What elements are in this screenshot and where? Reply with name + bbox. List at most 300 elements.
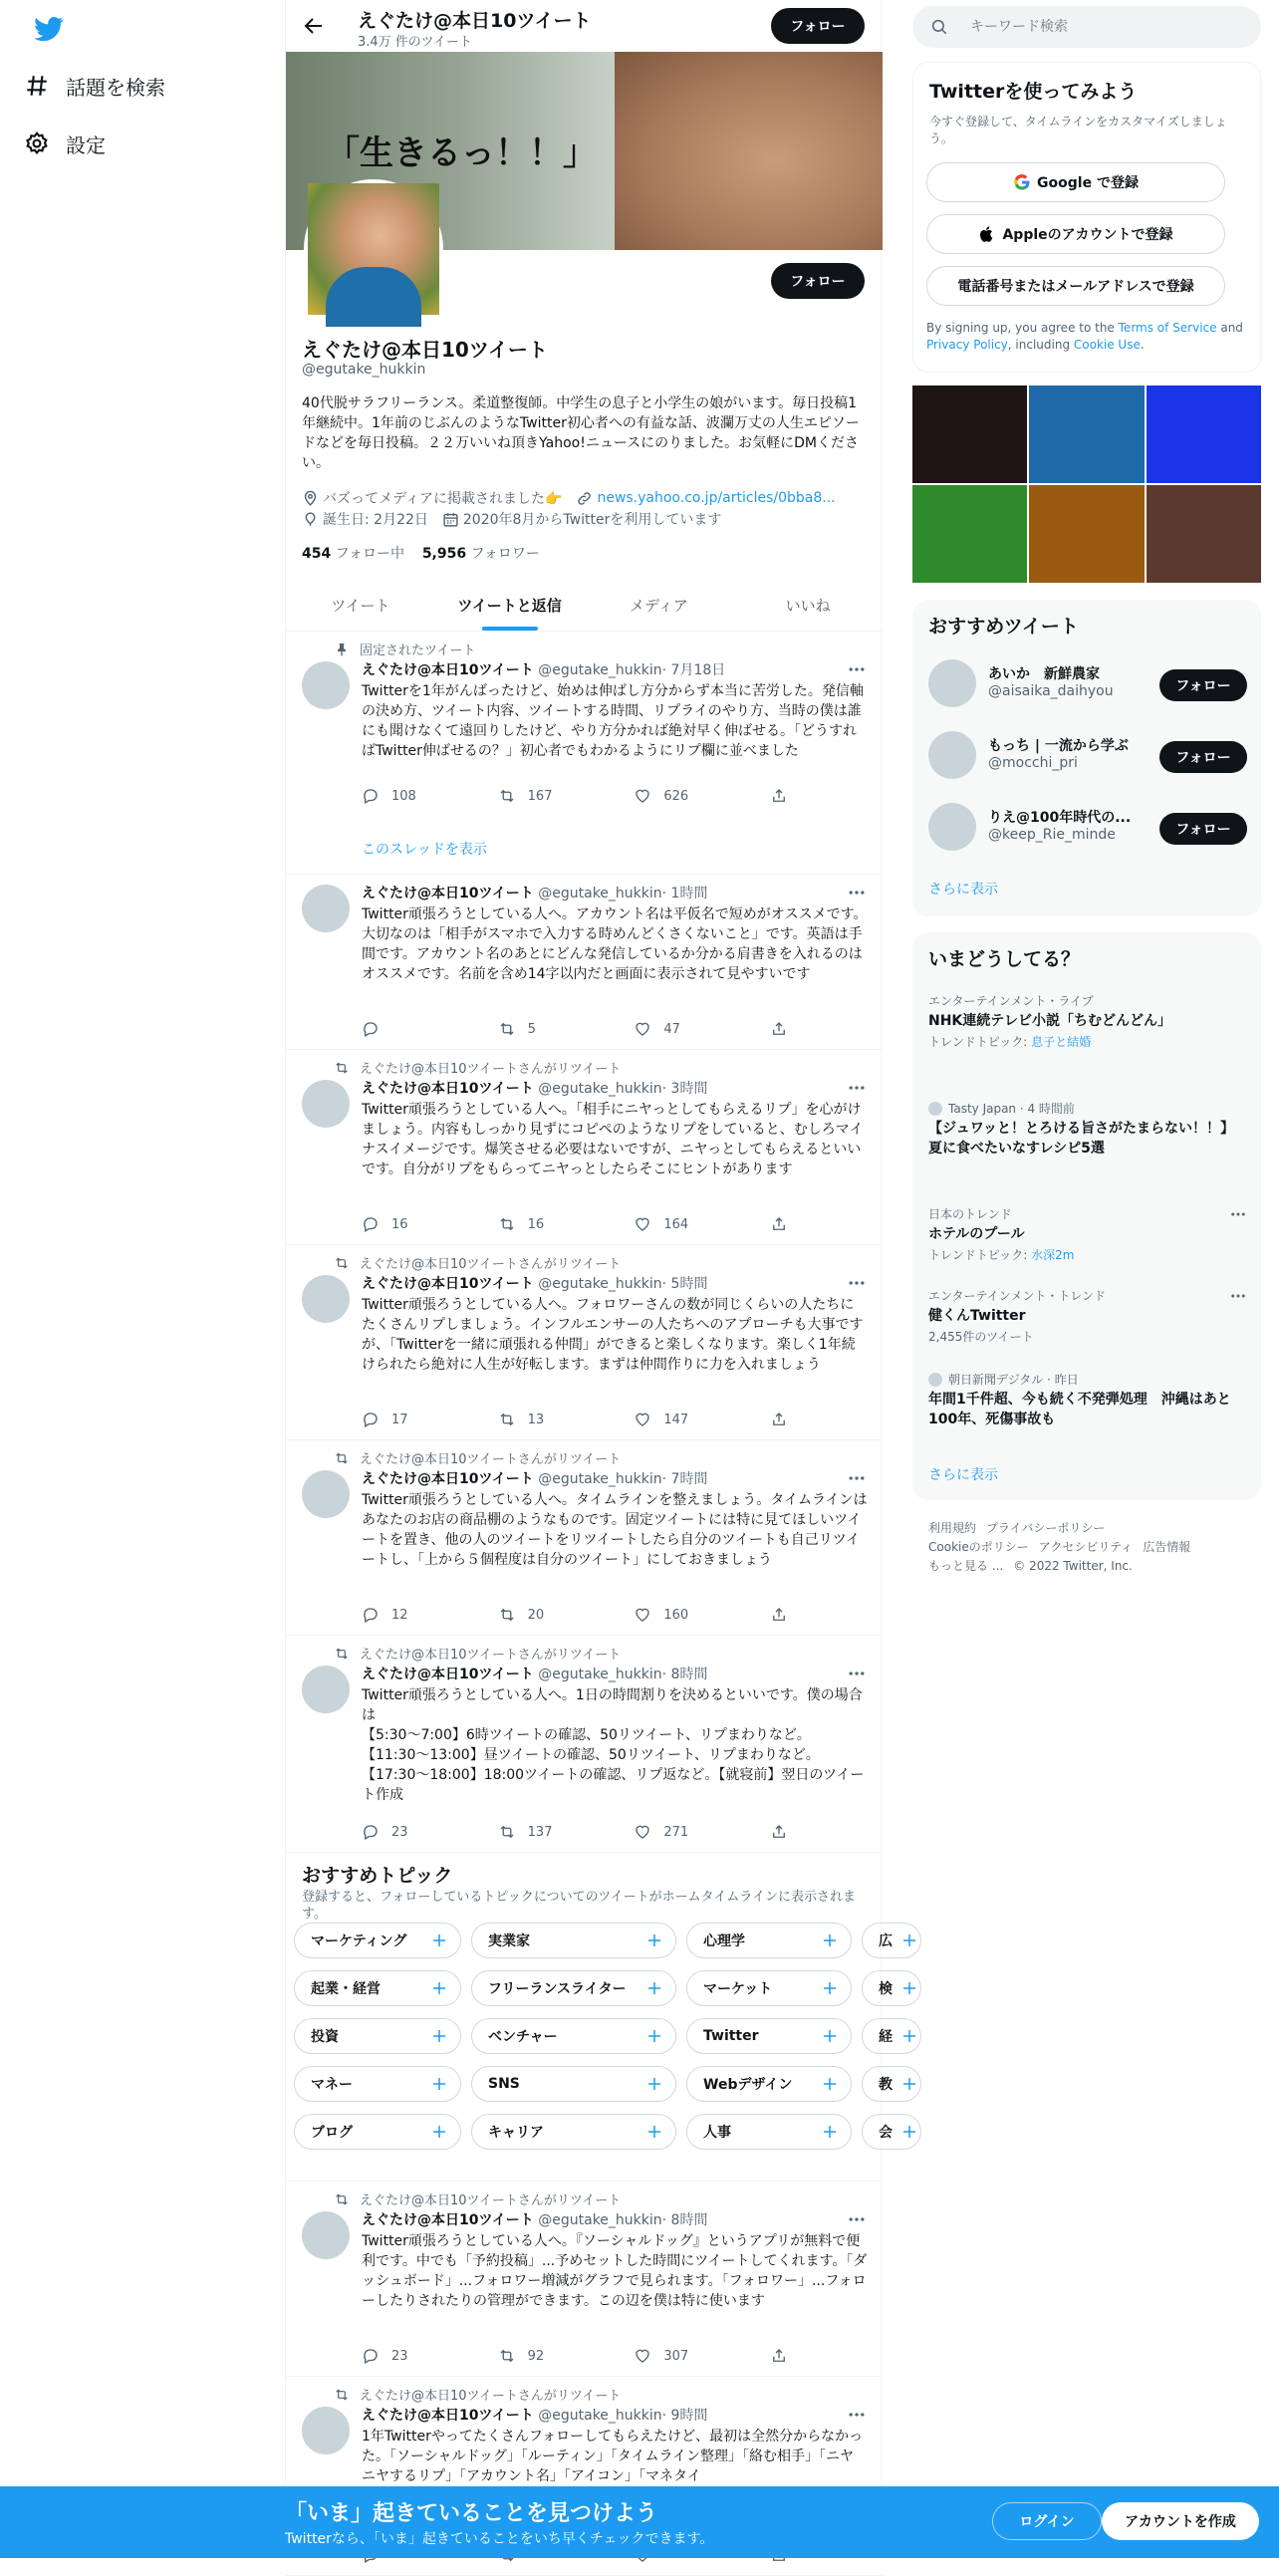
trends-title: いまどうしてる？ [928,948,1081,970]
recommended-user-name: もっち | 一流から学ぶ [988,738,1129,754]
search-bar[interactable] [912,6,1261,48]
gear-icon [24,130,50,156]
plus-icon [645,2075,663,2093]
media-thumb[interactable] [1029,485,1144,583]
hashtag-icon [24,73,50,99]
more-dots-icon[interactable] [1229,1205,1247,1223]
tweet-author-handle: @egutake_hukkin [538,886,662,902]
heart-icon [634,787,651,805]
topbar-tweet-count: 3.4万 件のツイート [358,35,472,50]
tweet[interactable] [286,1050,883,1245]
avatar[interactable] [302,1275,350,1323]
retweet-small-icon [334,1255,350,1271]
topic-chip-label: 会 [879,2125,893,2141]
recommended-user-handle: @aisaika_daihyou [988,683,1114,699]
show-thread-link[interactable]: このスレッドを表示 [362,842,487,858]
plus-icon [645,1932,663,1949]
topic-chip[interactable] [686,1970,852,2006]
topic-chip-label: 投資 [311,2029,339,2045]
followers-link[interactable]: 5,956 フォロワー [421,546,540,562]
like-count: 164 [663,1216,689,1232]
like-count: 147 [663,1412,689,1427]
avatar[interactable] [302,1080,350,1128]
tweet-author-handle: @egutake_hukkin [538,662,662,678]
tweet-author-name: えぐたけ@本日10ツイート [362,1667,534,1682]
tweet-author-name: えぐたけ@本日10ツイート [362,1276,534,1292]
topic-chip[interactable] [686,2066,852,2102]
retweet-icon [498,1020,516,1038]
topics-subtitle: 登録すると、フォローしているトピックについてのツイートがホームタイムラインに表示されます。 [302,1890,857,1922]
nav-settings[interactable] [24,124,106,163]
topic-chip[interactable] [686,2018,852,2054]
more-dots-icon[interactable] [847,1078,867,1098]
topic-chip-label: ブログ [311,2125,353,2141]
avatar[interactable] [302,661,350,709]
reply-count: 12 [391,1607,408,1623]
tab-tweets[interactable]: ツイート [331,597,390,615]
retweet-button[interactable] [498,1020,588,1038]
plus-icon [821,1932,839,1949]
search-icon [930,18,948,36]
tab-tweets-replies[interactable]: ツイートと返信 [435,580,585,631]
plus-icon [430,2123,448,2141]
like-button[interactable] [634,2347,723,2365]
topbar-follow-button[interactable]: フォロー [771,8,865,44]
banner-slogan: 「生きるっ！！」 [326,133,597,173]
tweet-text: Twitter頑張ろうとしている人へ。フォロワーさんの数が同じくらいの人たちにたくさんリプしましょう。インフルエンサーの人たちへのアプローチも大事ですが、「Twitterを一緒に頑張れる仲間」ができると楽しくなります。楽しく1年続けられたら絶対に人生が好転します。まずは仲間作りに力を入れましょう [362,1297,864,1373]
profile-name: えぐたけ@本日10ツイート [302,338,548,362]
topic-chip-label: 実業家 [488,1933,530,1949]
reply-button[interactable] [362,1411,451,1428]
share-button[interactable] [770,787,790,805]
retweet-icon [498,2347,516,2365]
tweet-text: Twitter頑張ろうとしている人へ。1日の時間割りを決めるといいです。僕の場合は 【5:30〜7:00】6時ツイートの確認、50リツイート、リプまわりなど。 【11:30〜13:00】昼ツイートの確認、50リツイート、リプまわりなど。 【17:30〜18:00】18:00ツイートの確認、リプ返など。【就寝前】翌日のツイート作成 [362,1687,865,1803]
more-dots-icon[interactable] [847,1468,867,1488]
share-button[interactable] [770,2347,790,2365]
like-count: 307 [663,2348,689,2364]
like-button[interactable] [634,1823,723,1841]
follow-button[interactable]: フォロー [1159,813,1247,845]
profile-avatar[interactable] [304,179,443,319]
bottom-bar-title: 「いま」起きていることを見つけよう [285,2501,658,2526]
recommended-show-more[interactable]: さらに表示 [928,882,998,898]
reply-count: 108 [391,788,416,804]
profile-meta-row-1 [302,488,836,508]
plus-icon [645,2027,663,2045]
signup-bottom-bar [0,2486,1279,2558]
topic-chip[interactable] [862,2066,921,2102]
recommended-user-name: りえ@100年時代の... [988,810,1132,826]
topic-chip[interactable] [294,2114,461,2150]
reply-count: 17 [391,1412,408,1427]
tweet-author-name: えぐたけ@本日10ツイート [362,662,534,678]
apple-signup-label: Appleのアカウントで登録 [1002,227,1173,243]
tweet-actions [362,1020,790,1038]
tweet-header [362,1664,707,1683]
tweet-author-handle: @egutake_hukkin [538,1081,662,1097]
retweet-small-icon [334,1646,350,1662]
topic-chip[interactable] [294,1970,461,2006]
heart-icon [634,2347,651,2365]
apple-signup-button[interactable] [926,214,1225,254]
tab-media[interactable]: メディア [629,597,688,615]
trend-item[interactable]: 日本のトレンド ホテルのプール トレンドトピック: 水深2m [928,1205,1247,1263]
trend-item[interactable]: エンターテインメント・ライブ NHK連続テレビ小説「ちむどんどん」 トレンドトピック: 息子と結婚 [928,994,1172,1049]
retweet-count: 137 [527,1824,553,1840]
plus-icon [900,1979,918,1997]
avatar[interactable] [302,1470,350,1518]
profile-meta-row-2 [302,509,721,529]
recommended-user[interactable] [928,799,1247,855]
plus-icon [430,1932,448,1949]
topic-chip[interactable] [471,2114,676,2150]
avatar [928,1102,942,1116]
profile-tabs [286,580,883,632]
tweet-time: · 3時間 [661,1081,708,1097]
trend-item[interactable]: 朝日新聞デジタル · 昨日 年間1千件超、今も続く不発弾処理 沖縄はあと100年、死傷事故も [928,1373,1231,1427]
topic-chip[interactable] [862,2114,921,2150]
tweet-author-handle: @egutake_hukkin [538,2408,662,2424]
apple-icon [978,225,996,243]
reply-icon [362,1215,380,1233]
tweet-author-handle: @egutake_hukkin [538,1471,662,1487]
topic-chip[interactable] [471,2066,676,2102]
reply-icon [362,2347,380,2365]
topic-chip[interactable] [471,1970,676,2006]
footer-link[interactable]: 広告情報 [1143,1540,1191,1554]
phone-email-signup-button[interactable]: 電話番号またはメールアドレスで登録 [926,266,1225,306]
more-dots-icon[interactable] [1229,1287,1247,1305]
nav-explore-label: 話題を検索 [66,75,165,100]
follow-button[interactable]: フォロー [1159,741,1247,773]
media-thumb[interactable] [1029,386,1144,483]
media-thumb[interactable] [1147,386,1261,483]
retweet-count: 167 [527,788,553,804]
reply-count: 23 [391,2348,408,2364]
tweet[interactable] [286,2182,883,2377]
tweet-author-name: えぐたけ@本日10ツイート [362,1471,534,1487]
retweet-small-icon [334,2191,350,2207]
tweet-header [362,1273,707,1293]
topic-chip[interactable] [862,2018,921,2054]
heart-icon [634,1020,651,1038]
reply-button[interactable] [362,1215,451,1233]
like-count: 160 [663,1607,689,1623]
copyright: © 2022 Twitter, Inc. [1013,1559,1133,1573]
recommended-user[interactable] [928,727,1247,783]
topic-chip[interactable] [686,2114,852,2150]
footer-link[interactable]: プライバシーポリシー [986,1521,1106,1535]
profile-handle: @egutake_hukkin [302,362,426,378]
tweet-time: · 8時間 [661,2212,708,2228]
retweet-icon [498,1215,516,1233]
like-button[interactable] [634,1215,723,1233]
profile-url-link[interactable]: news.yahoo.co.jp/articles/0bba8... [597,490,836,506]
cookie-link[interactable]: Cookie Use [1073,338,1141,352]
privacy-link[interactable]: Privacy Policy [926,338,1008,352]
share-button[interactable] [770,1606,790,1624]
tweet-author-handle: @egutake_hukkin [538,1276,662,1292]
trends-card [912,932,1261,1500]
back-arrow-icon[interactable] [302,14,326,38]
footer-link[interactable]: Cookieのポリシー [928,1540,1029,1554]
like-count: 271 [663,1824,689,1840]
retweet-button[interactable] [498,2347,588,2365]
profile-bio: 40代脱サラフリーランス。柔道整復師。中学生の息子と小学生の娘がいます。毎日投稿1年継続中。1年前のじぶんのようなTwitter初心者への有益な話、波瀾万丈の人生エピソードなどを毎日投稿。２２万いいね頂きYahoo!ニュースにのりました。お気軽にDMください。 [302,395,860,471]
tab-likes[interactable]: いいね [785,597,831,615]
share-button[interactable] [770,1823,790,1841]
more-dots-icon[interactable] [847,2209,867,2229]
signup-card [912,62,1261,373]
main-column [285,0,893,2558]
nav-explore[interactable] [24,66,165,106]
plus-icon [430,2027,448,2045]
pin-icon [334,642,350,657]
topic-chip-label: ベンチャー [488,2029,558,2045]
topic-chip-label: Webデザイン [703,2077,793,2093]
retweet-button[interactable] [498,1606,588,1624]
more-dots-icon[interactable] [847,1273,867,1293]
topic-chip[interactable] [686,1923,852,1958]
avatar[interactable] [302,1666,350,1713]
topic-chip[interactable] [471,1923,676,1958]
bottom-bar-subtitle: Twitterなら、「いま」起きていることをいち早くチェックできます。 [285,2531,714,2547]
tweet[interactable] [286,1440,883,1636]
share-icon [770,1215,788,1233]
plus-icon [645,2123,663,2141]
footer-links [928,1519,1247,1576]
tweet-time: · 8時間 [661,1667,708,1682]
plus-icon [821,2123,839,2141]
trend-item[interactable]: エンターテインメント・トレンド 健くんTwitter 2,455件のツイート [928,1287,1247,1345]
retweet-button[interactable] [498,1215,588,1233]
recommended-title: おすすめツイート [928,616,1079,638]
topic-chip-label: 経 [879,2029,893,2045]
signup-subtitle: 今すぐ登録して、タイムラインをカスタマイズしましょう。 [929,115,1227,145]
topic-chip-label: 教 [879,2077,893,2093]
reply-icon [362,1020,380,1038]
profile-birthday: 誕生日: 2月22日 [323,512,428,528]
recommended-user-name: あいか 新鮮農家 [988,666,1100,682]
create-account-button[interactable]: アカウントを作成 [1102,2502,1259,2540]
tweet-header [362,1078,707,1098]
topbar-title: えぐたけ@本日10ツイート [358,10,592,32]
like-button[interactable] [634,1606,723,1624]
profile-follow-button[interactable]: フォロー [771,263,865,299]
topic-chip-label: 広 [879,1933,893,1949]
tweet-actions [362,1606,790,1624]
tweet-author-handle: @egutake_hukkin [538,2212,662,2228]
tweet[interactable] [286,1636,883,1853]
tweet-actions [362,2347,790,2365]
avatar[interactable] [302,2211,350,2259]
like-button[interactable] [634,1411,723,1428]
plus-icon [821,2027,839,2045]
topic-chip-label: SNS [488,2076,520,2092]
google-icon [1013,173,1031,191]
retweet-indicator: えぐたけ@本日10ツイートさんがリツイート [334,1253,621,1272]
recommended-topics [286,1855,893,2182]
topic-chip[interactable] [294,2066,461,2102]
reply-icon [362,1411,380,1428]
search-input[interactable] [970,19,1229,35]
avatar [928,659,976,707]
tweet-header [362,2405,707,2425]
login-button[interactable]: ログイン [992,2502,1102,2540]
tweet-author-name: えぐたけ@本日10ツイート [362,1081,534,1097]
tweet-author-name: えぐたけ@本日10ツイート [362,886,534,902]
share-icon [770,1823,788,1841]
avatar [928,731,976,779]
heart-icon [634,1215,651,1233]
plus-icon [900,2075,918,2093]
tweet-text: Twitterを1年がんばったけど、始めは伸ばし方分からず本当に苦労した。発信軸の決め方、ツイート内容、ツイートする時間、リプライのやり方、当時の僕は誰にも聞けなくて遠回りしたけど、やり方分かれば絶対早く伸ばせる。「どうすればTwitter伸ばせるの？」初心者でもわかるようにリプ欄に並べました [362,683,864,759]
reply-button[interactable] [362,2347,451,2365]
more-dots-icon[interactable] [847,883,867,902]
tweet-text: Twitter頑張ろうとしている人へ。『ソーシャルドッグ』というアプリが無料で便利です。中でも「予約投稿」...予めセットした時間にツイートしてくれます。「ダッシュボード」...フォロワー増減がグラフで見られます。「フォロワー」...フォローしたりされたりの管理ができます。この辺を僕は特に使います [362,2233,868,2309]
share-icon [770,1606,788,1624]
trends-show-more[interactable]: さらに表示 [928,1467,998,1483]
topic-chip-label: キャリア [488,2125,544,2141]
retweet-button[interactable] [498,1823,588,1841]
terms-link[interactable]: Terms of Service [1118,321,1217,335]
retweet-small-icon [334,1060,350,1076]
footer-link[interactable]: 利用規約 [928,1521,977,1535]
topic-chip-label: マネー [311,2077,353,2093]
calendar-icon [442,511,459,528]
retweet-count: 5 [527,1021,536,1037]
reply-button[interactable] [362,787,451,805]
topic-chip-label: 起業・経営 [311,1981,381,1997]
profile-joined: 2020年8月からTwitterを利用しています [462,512,722,528]
share-button[interactable] [770,1020,790,1038]
retweet-indicator: えぐたけ@本日10ツイートさんがリツイート [334,1058,621,1077]
tweet-time: · 9時間 [661,2408,708,2424]
google-signup-button[interactable] [926,162,1225,202]
retweet-indicator: えぐたけ@本日10ツイートさんがリツイート [334,1448,621,1467]
topic-chip-label: 心理学 [703,1933,745,1949]
profile-topbar [286,0,881,52]
tweet-text: 1年Twitterやってたくさんフォローしてもらえたけど、最初は全然分からなかった。「ソーシャルドッグ」「ルーティン」「タイムライン整理」「絡む相手」「ニヤニヤするリプ」「アカウント名」「アイコン」「マネタイ [362,2429,864,2484]
retweet-icon [498,1411,516,1428]
media-thumb[interactable] [912,485,1027,583]
twitter-logo-icon[interactable] [34,14,64,44]
tweet-time: · 1時間 [661,886,708,902]
media-thumb[interactable] [912,386,1027,483]
topic-chip-label: 人事 [703,2125,731,2141]
reply-button[interactable] [362,1606,451,1624]
share-button[interactable] [770,1215,790,1233]
retweet-icon [498,787,516,805]
recommended-user[interactable] [928,655,1247,711]
recommended-tweets-card [912,600,1261,916]
tweet-actions [362,1411,790,1428]
more-dots-icon[interactable] [847,2405,867,2425]
topic-row [294,1923,931,1958]
media-grid [912,386,1261,583]
tweet-header [362,659,725,679]
signup-title: Twitterを使ってみよう [929,81,1138,103]
plus-icon [900,2027,918,2045]
topic-chip[interactable] [862,1970,921,2006]
retweet-small-icon [334,1450,350,1466]
recommended-user-handle: @keep_Rie_minde [988,827,1116,843]
following-link[interactable]: 454 フォロー中 [302,546,404,562]
plus-icon [645,1979,663,1997]
media-thumb[interactable] [1147,485,1261,583]
topic-row [294,2018,931,2054]
trend-item[interactable]: Tasty Japan · 4 時間前 【ジュワッと！とろける旨さがたまらない！！】夏に食べたいなすレシピ5選 [928,1102,1235,1157]
plus-icon [821,2075,839,2093]
topic-chip-label: マーケット [703,1981,773,1997]
more-dots-icon[interactable] [847,1664,867,1683]
footer-link[interactable]: もっと見る ... [928,1559,1004,1573]
reply-icon [362,1823,380,1841]
tweet-actions [362,1215,790,1233]
profile-location: バズってメディアに掲載されました👉 [323,491,563,507]
footer-link[interactable]: アクセシビリティ [1038,1540,1134,1554]
tweet[interactable] [286,1245,883,1440]
topic-chip[interactable] [294,2018,461,2054]
topic-chip[interactable] [471,2018,676,2054]
retweet-count: 92 [527,2348,545,2364]
heart-icon [634,1411,651,1428]
nav-settings-label: 設定 [66,132,106,157]
tweet-header [362,883,707,902]
retweet-icon [498,1823,516,1841]
share-icon [770,2347,788,2365]
reply-button[interactable] [362,1020,451,1038]
follow-button[interactable]: フォロー [1159,669,1247,701]
share-button[interactable] [770,1411,790,1428]
tweet-text: Twitter頑張ろうとしている人へ。タイムラインを整えましょう。タイムラインはあなたのお店の商品棚のようなものです。固定ツイートには特に見てほしいツイートを置き、他の人のツイートをリツイートしたら自分のツイートも自己リツイートし、「上から５個程度は自分のツイート」にしておきましょう [362,1492,868,1568]
tweet-header [362,1468,707,1488]
balloon-icon [302,511,319,528]
like-button[interactable] [634,787,723,805]
plus-icon [900,1932,918,1949]
google-signup-label: Google で登録 [1037,175,1139,191]
topic-chip[interactable] [294,1923,461,1958]
retweet-button[interactable] [498,1411,588,1428]
topics-title: おすすめトピック [302,1865,453,1887]
heart-icon [634,1823,651,1841]
topic-chip[interactable] [862,1923,921,1958]
avatar[interactable] [302,885,350,932]
avatar [928,803,976,851]
reply-icon [362,1606,380,1624]
reply-count: 16 [391,1216,408,1232]
tweet-time: · 7月18日 [661,662,726,678]
plus-icon [430,2075,448,2093]
more-dots-icon[interactable] [847,659,867,679]
pinned-indicator: 固定されたツイート [334,640,475,658]
retweet-button[interactable] [498,787,588,805]
reply-button[interactable] [362,1823,451,1841]
signup-terms: By signing up, you agree to the Terms of Service and Privacy Policy, including Cookie Use. [926,321,1243,352]
reply-icon [362,787,380,805]
topic-chip-label: 検 [879,1981,893,1997]
topic-row [294,2066,931,2102]
avatar [928,1373,942,1387]
tweet[interactable] [286,632,883,875]
recommended-user-handle: @mocchi_pri [988,755,1078,771]
tweet-author-name: えぐたけ@本日10ツイート [362,2212,534,2228]
reply-count: 23 [391,1824,408,1840]
tweet[interactable] [286,875,883,1050]
avatar[interactable] [302,2407,350,2454]
share-icon [770,1411,788,1428]
like-button[interactable] [634,1020,723,1038]
